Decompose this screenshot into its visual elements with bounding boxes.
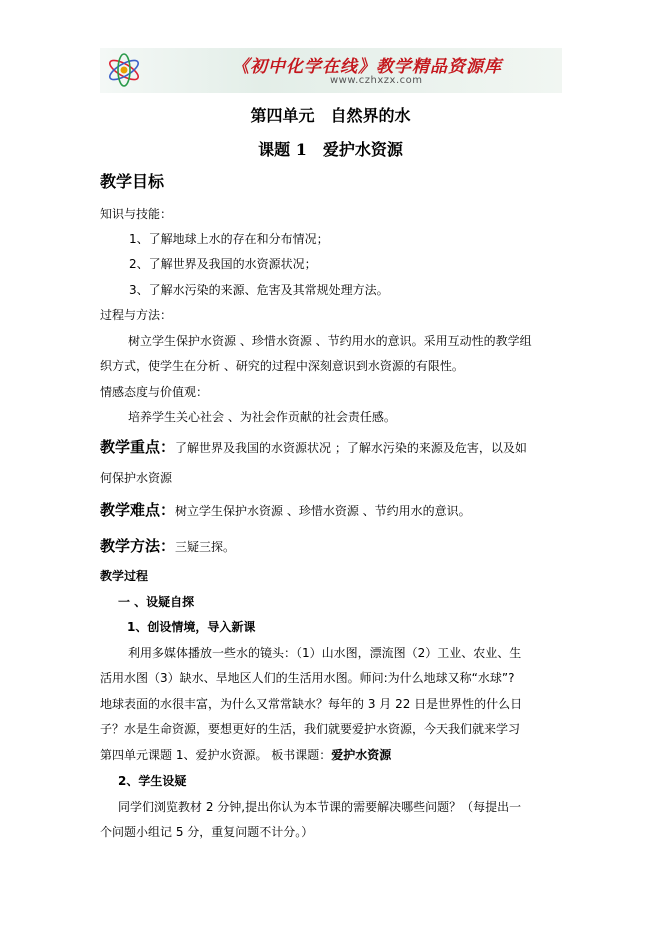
atom-logo-icon bbox=[104, 50, 144, 90]
paragraph-text: 第四单元课题 1、爱护水资源。 板书课题： bbox=[100, 748, 332, 762]
knowledge-item: 1、了解地球上水的存在和分布情况； bbox=[129, 232, 329, 246]
banner-title: 《初中化学在线》教学精品资源库 bbox=[232, 57, 502, 77]
header-banner bbox=[100, 48, 562, 93]
unit-title: 第四单元 自然界的水 bbox=[250, 106, 411, 125]
knowledge-item: 3、了解水污染的来源、危害及其常规处理方法。 bbox=[129, 283, 389, 297]
difficulties-text: 树立学生保护水资源 、珍惜水资源 、节约用水的意识。 bbox=[175, 504, 471, 518]
paragraph-line: 活用水图（3）缺水、旱地区人们的生活用水图。师问:为什么地球又称“水球”? bbox=[100, 671, 515, 685]
key-points bbox=[100, 440, 527, 455]
methods-text: 三疑三探。 bbox=[175, 540, 236, 554]
key-points-label: 教学重点： bbox=[100, 438, 176, 456]
key-points-text: 了解世界及我国的水资源状况 ；了解水污染的来源及危害，以及如 bbox=[175, 441, 527, 455]
process-text: 树立学生保护水资源 、珍惜水资源 、节约用水的意识。采用互动性的教学组 bbox=[128, 334, 532, 348]
methods bbox=[100, 539, 235, 554]
section-heading: 一 、设疑自探 bbox=[118, 595, 195, 609]
objectives-heading: 教学目标 bbox=[100, 172, 165, 191]
key-points-text: 何保护水资源 bbox=[100, 471, 173, 485]
knowledge-item: 2、了解世界及我国的水资源状况； bbox=[129, 257, 317, 271]
board-title: 爱护水资源 bbox=[331, 748, 392, 762]
subsection-heading: 1、创设情境，导入新课 bbox=[127, 620, 256, 634]
difficulties bbox=[100, 503, 471, 518]
process-label: 过程与方法： bbox=[100, 308, 173, 322]
lesson-title: 课题 1 爱护水资源 bbox=[258, 140, 403, 159]
process-heading: 教学过程 bbox=[100, 569, 149, 583]
paragraph-line: 同学们浏览教材 2 分钟,提出你认为本节课的需要解决哪些问题？（每提出一 bbox=[118, 800, 522, 814]
paragraph-line: 地球表面的水很丰富，为什么又常常缺水？每年的 3 月 22 日是世界性的什么日 bbox=[100, 697, 523, 711]
paragraph-line bbox=[100, 748, 391, 762]
paragraph-line: 利用多媒体播放一些水的镜头：（1）山水图，漂流图（2）工业、农业、生 bbox=[128, 646, 522, 660]
emotion-text: 培养学生关心社会 、为社会作贡献的社会责任感。 bbox=[128, 410, 396, 424]
paragraph-line: 子？水是生命资源，要想更好的生活，我们就要爱护水资源，今天我们就来学习 bbox=[100, 722, 521, 736]
knowledge-label: 知识与技能： bbox=[100, 207, 173, 221]
process-text: 织方式，使学生在分析 、研究的过程中深刻意识到水资源的有限性。 bbox=[100, 359, 464, 373]
emotion-label: 情感态度与价值观： bbox=[100, 385, 209, 399]
difficulties-label: 教学难点： bbox=[100, 501, 176, 519]
banner-url: www.czhxzx.com bbox=[330, 75, 423, 86]
paragraph-line: 个问题小组记 5 分，重复问题不计分。） bbox=[100, 825, 314, 839]
subsection-heading: 2、学生设疑 bbox=[118, 774, 187, 788]
methods-label: 教学方法： bbox=[100, 537, 176, 555]
